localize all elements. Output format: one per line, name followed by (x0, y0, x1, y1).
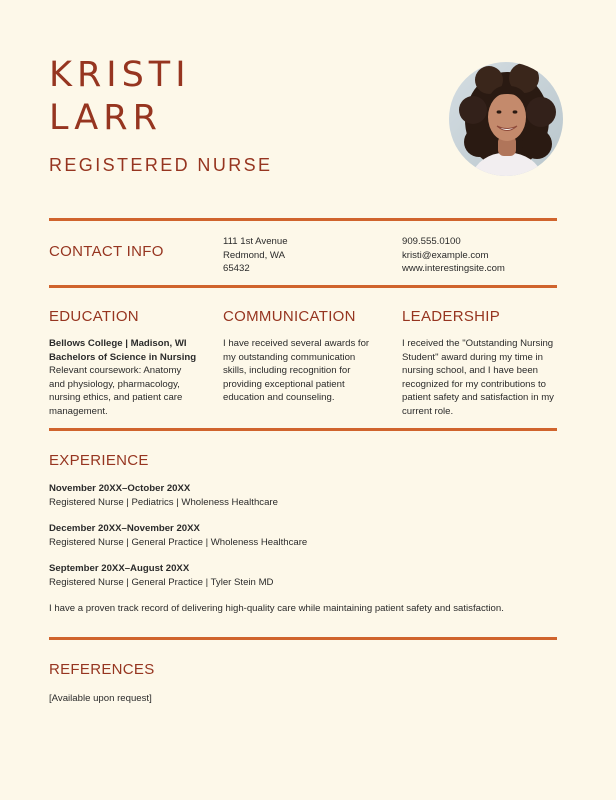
phone-number: 909.555.0100 (402, 236, 461, 247)
summary-text: I have a proven track record of delivering high-quality care while maintaining patient safety and satisfaction. (49, 603, 504, 614)
experience-summary (49, 602, 504, 616)
text-line: current role. (402, 405, 454, 417)
text-line: Relevant coursework: Anatomy (49, 365, 182, 377)
text-line: recognized for my contributions to (402, 378, 546, 390)
address-line: 65432 (223, 263, 250, 275)
communication-body (223, 337, 369, 405)
text-line: skills, including recognition for (223, 365, 351, 377)
address-line: Redmond, WA (223, 249, 286, 261)
divider (49, 428, 557, 431)
job-role: Registered Nurse | Pediatrics | Wholeness Healthcare (49, 496, 278, 508)
leadership-heading: LEADERSHIP (402, 308, 501, 325)
text-line: patient safety and satisfaction in my (402, 392, 554, 404)
text-line: Student" award during my time in (402, 351, 543, 363)
education-body (49, 337, 196, 419)
text-line: I have received several awards for (223, 338, 370, 349)
job-dates: December 20XX–November 20XX (49, 523, 200, 534)
job-title: REGISTERED NURSE (49, 155, 273, 175)
text-line: nursing ethics, and patient care (49, 392, 183, 404)
portrait-image (449, 62, 563, 176)
experience-job (49, 522, 307, 549)
divider (49, 637, 557, 640)
contact-address (223, 235, 288, 276)
job-role: Registered Nurse | General Practice | Tyler Stein MD (49, 576, 274, 588)
contact-heading: CONTACT INFO (49, 243, 164, 260)
experience-job (49, 482, 278, 509)
text-line: education and counseling. (223, 392, 335, 404)
profile-photo (449, 62, 563, 176)
references-heading: REFERENCES (49, 661, 155, 678)
contact-details (402, 235, 505, 276)
name-first: KRISTI (49, 55, 191, 95)
education-heading: EDUCATION (49, 308, 139, 325)
job-role: Registered Nurse | General Practice | Wholeness Healthcare (49, 536, 308, 548)
divider (49, 218, 557, 221)
references-body (49, 692, 152, 706)
address-line: 111 1st Avenue (223, 236, 288, 247)
experience-heading: EXPERIENCE (49, 452, 149, 469)
text-line: management. (49, 405, 108, 417)
education-school: Bellows College | Madison, WI (49, 338, 187, 349)
leadership-body (402, 337, 554, 419)
email-address: kristi@example.com (402, 249, 489, 261)
experience-job (49, 562, 273, 589)
text-line: and physiology, pharmacology, (49, 378, 180, 390)
text-line: providing exceptional patient (223, 378, 345, 390)
text-line: I received the "Outstanding Nursing (402, 338, 554, 349)
name-last: LARR (49, 98, 162, 138)
website-url: www.interestingsite.com (402, 263, 505, 275)
references-text: [Available upon request] (49, 693, 152, 704)
text-line: my outstanding communication (223, 351, 356, 363)
education-degree: Bachelors of Science in Nursing (49, 351, 197, 363)
text-line: nursing school, and I have been (402, 365, 539, 377)
communication-heading: COMMUNICATION (223, 308, 356, 325)
divider (49, 285, 557, 288)
job-dates: November 20XX–October 20XX (49, 483, 191, 494)
job-dates: September 20XX–August 20XX (49, 563, 190, 574)
